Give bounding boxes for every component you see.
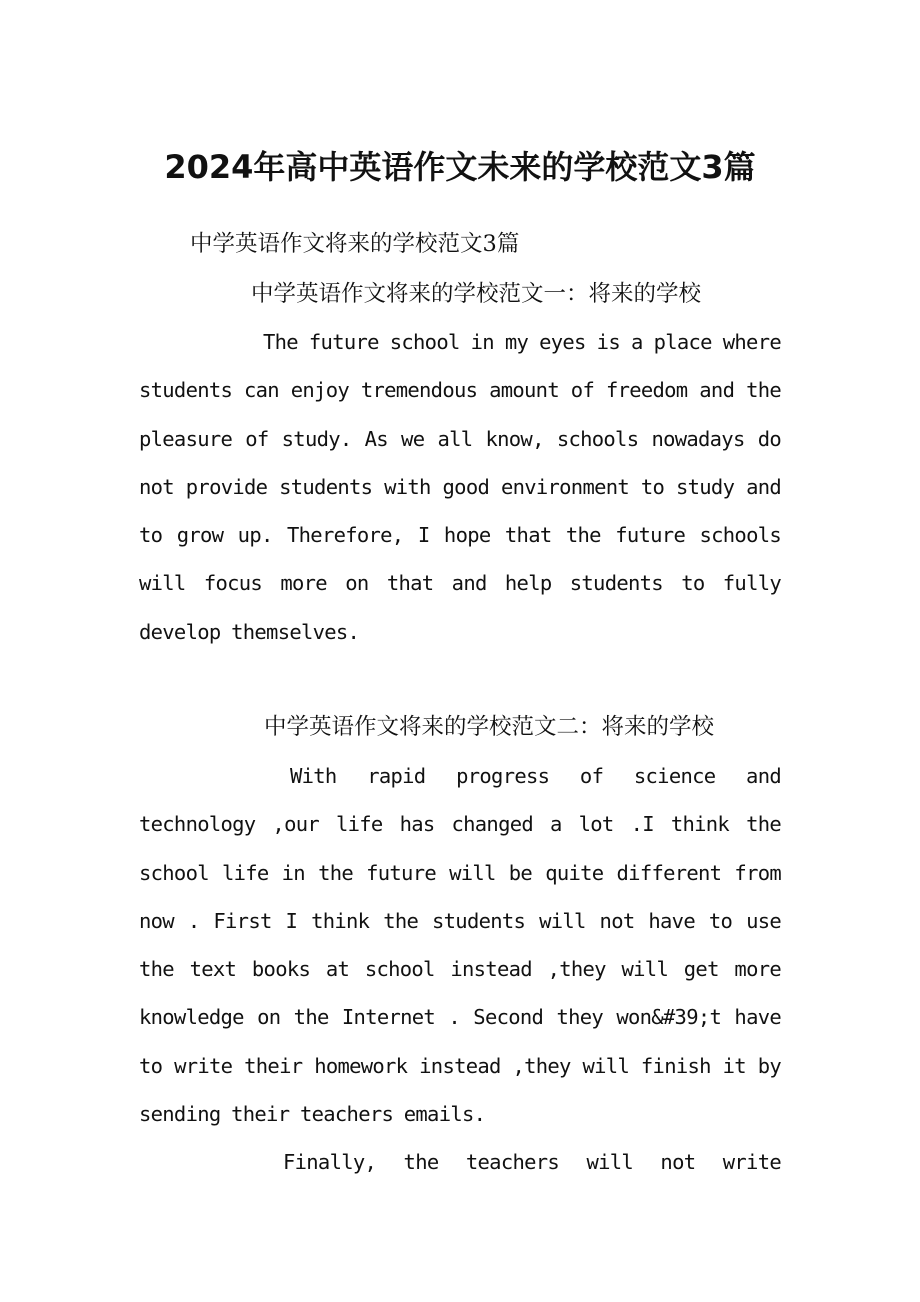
document-subtitle: 中学英语作文将来的学校范文3篇 xyxy=(190,231,520,257)
section-paragraph-continuation: Finally, the teachers will not write xyxy=(283,1150,781,1174)
section-paragraph-two: With rapid progress of science and technology ,our life has changed a lot .I think the school life in the future will be quite different from now . First I think the students will not have to use the text books at school instead ,they will get more knowledge on the Internet . Second they won&#39;t have to write their homework instead ,they will finish it by sending their teachers emails. xyxy=(139,764,781,1127)
section-heading-one: 中学英语作文将来的学校范文一：将来的学校 xyxy=(251,281,702,307)
section-paragraph-one: The future school in my eyes is a place where students can enjoy tremendous amount of freedom and the pleasure of study. As we all know, schools nowadays do not provide students with good environment to study and to grow up. Therefore, I hope that the future schools will focus more on that and help students to fully develop themselves. xyxy=(139,330,781,644)
section-heading-two: 中学英语作文将来的学校范文二：将来的学校 xyxy=(264,714,715,740)
document-title: 2024年高中英语作文未来的学校范文3篇 xyxy=(164,148,756,186)
